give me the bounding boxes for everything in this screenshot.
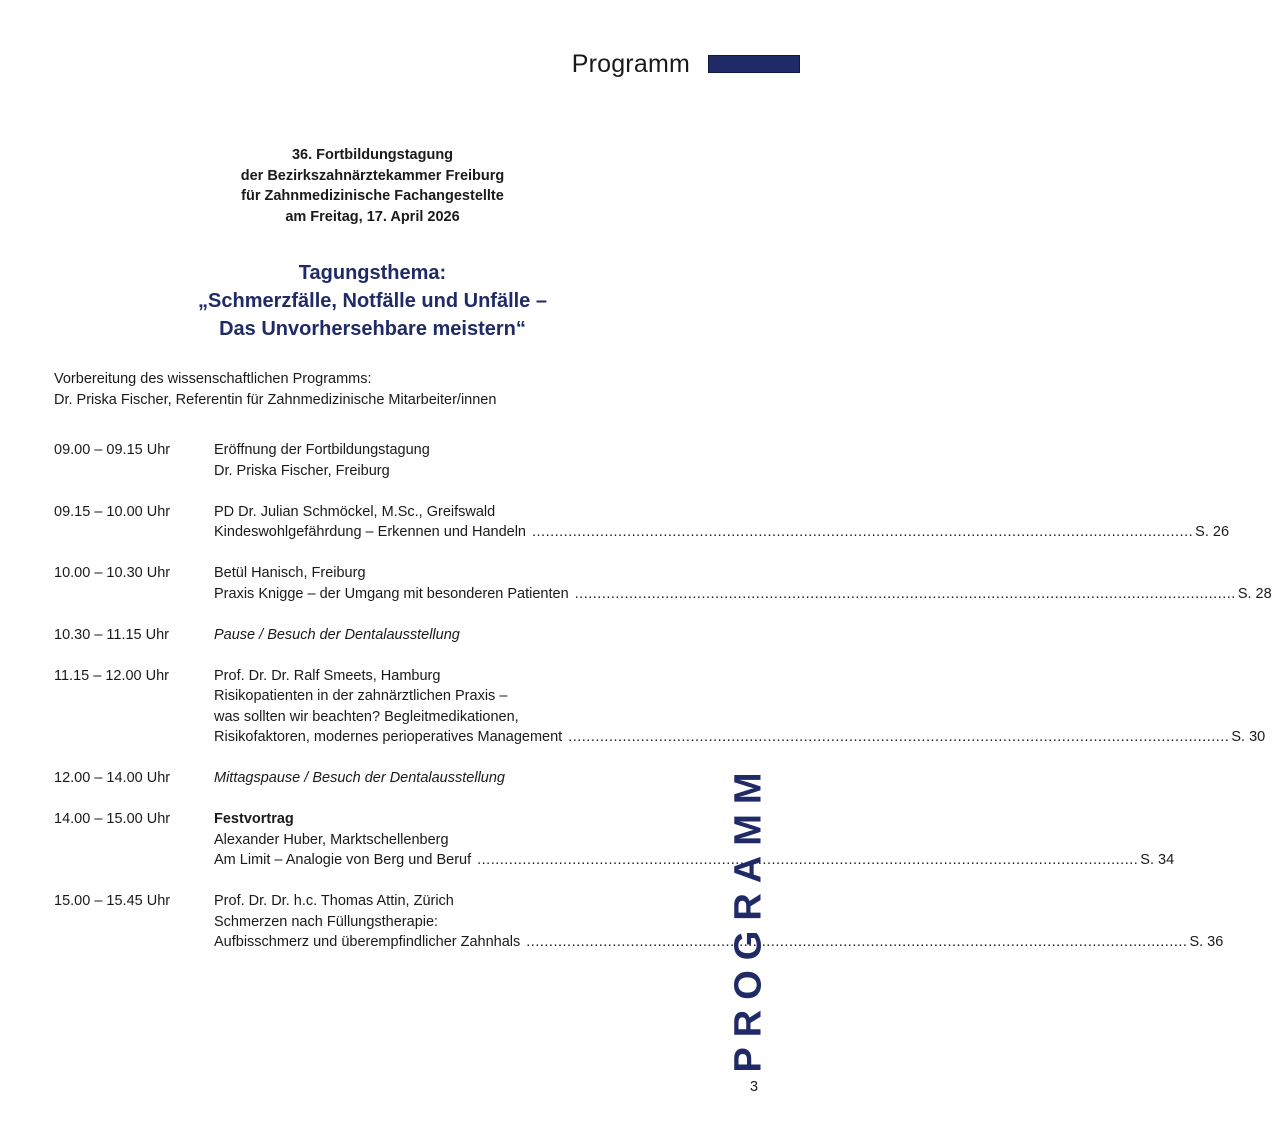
schedule-details (214, 809, 1174, 871)
schedule-talk-title: Praxis Knigge – der Umgang mit besonderen Patienten (214, 585, 569, 602)
schedule-talk-title: Kindeswohlgefährdung – Erkennen und Handeln (214, 524, 526, 540)
schedule-speaker: PD Dr. Julian Schmöckel, M.Sc., Greifswald (214, 503, 496, 520)
preparation-person: Dr. Priska Fischer, Referentin für Zahnmedizinische Mitarbeiter/innen (54, 391, 497, 408)
conference-title-line: 36. Fortbildungstagung (291, 147, 454, 163)
schedule-time: 12.00 – 14.00 Uhr (54, 770, 171, 786)
schedule-entry (54, 563, 1272, 604)
schedule-entry (54, 502, 1230, 543)
schedule-details (214, 440, 694, 481)
conference-info (0, 145, 745, 227)
schedule-time: 10.00 – 10.30 Uhr (54, 565, 171, 581)
theme-label: Tagungsthema: (298, 262, 447, 284)
schedule-speaker: Betül Hanisch, Freiburg (214, 565, 366, 581)
side-section-title-text: PROGRAMM (728, 762, 771, 1073)
schedule-entry (54, 666, 1266, 748)
schedule-title: Eröffnung der Fortbildungstagung (214, 442, 430, 458)
schedule-entry (54, 768, 694, 789)
schedule-speaker: Dr. Priska Fischer, Freiburg (214, 462, 390, 479)
header-accent-bar (708, 55, 800, 73)
schedule-entry (54, 809, 1175, 871)
schedule-talk-title: Schmerzen nach Füllungstherapie: (214, 913, 439, 930)
schedule-entry (54, 440, 694, 481)
schedule-time: 09.00 – 09.15 Uhr (54, 442, 171, 458)
schedule-talk-line (214, 584, 1272, 605)
schedule-speaker: Prof. Dr. Dr. Ralf Smeets, Hamburg (214, 667, 441, 684)
side-section-title (728, 762, 771, 1073)
page-reference: S. 28 (1237, 585, 1272, 602)
schedule-talk-line (214, 727, 1265, 748)
schedule-talk-line (214, 932, 1223, 953)
schedule-details (214, 502, 1229, 543)
schedule-talk-title: was sollten wir beachten? Begleitmedikationen, (214, 708, 519, 725)
schedule-time: 09.15 – 10.00 Uhr (54, 503, 171, 520)
theme-title-line-2: Das Unvorhersehbare meistern“ (219, 318, 526, 340)
schedule-details (214, 891, 1223, 953)
schedule-talk-line (214, 850, 1174, 871)
schedule-speaker: Prof. Dr. Dr. h.c. Thomas Attin, Zürich (214, 893, 454, 909)
schedule-break: Pause / Besuch der Dentalausstellung (214, 626, 460, 643)
schedule-time: 15.00 – 15.45 Uhr (54, 893, 171, 909)
schedule-details (214, 625, 694, 646)
schedule-time: 11.15 – 12.00 Uhr (54, 667, 170, 684)
page-reference: S. 36 (1189, 934, 1224, 950)
dot-leader (477, 850, 1138, 871)
schedule-details (214, 563, 1272, 604)
schedule-talk-title: Risikofaktoren, modernes perioperatives Management (214, 729, 563, 745)
page-reference: S. 26 (1195, 524, 1230, 540)
dot-leader (575, 584, 1236, 605)
schedule-talk-title: Aufbisschmerz und überempfindlicher Zahnhals (214, 934, 521, 950)
schedule-break: Mittagspause / Besuch der Dentalausstellung (214, 770, 505, 786)
header-section-label: Programm (571, 50, 690, 78)
page-number: 3 (750, 1079, 759, 1095)
conference-theme (0, 259, 745, 343)
schedule-entry (54, 891, 1224, 953)
dot-leader (532, 522, 1193, 543)
conference-audience-line: für Zahnmedizinische Fachangestellte (241, 188, 504, 204)
schedule-details (214, 666, 1265, 748)
theme-title-line-1: „Schmerzfälle, Notfälle und Unfälle – (198, 290, 547, 312)
page-reference: S. 34 (1140, 852, 1175, 868)
conference-organizer-line: der Bezirkszahnärztekammer Freiburg (240, 167, 505, 184)
dot-leader (526, 932, 1187, 953)
page-reference: S. 30 (1231, 729, 1266, 745)
schedule-details (214, 768, 694, 789)
schedule-entry (54, 625, 694, 646)
dot-leader (568, 727, 1229, 748)
schedule-talk-title: Am Limit – Analogie von Berg und Beruf (214, 852, 472, 868)
schedule-speaker: Alexander Huber, Marktschellenberg (214, 831, 449, 848)
preparation-label: Vorbereitung des wissenschaftlichen Programms: (54, 371, 372, 387)
schedule-talk-line (214, 522, 1229, 543)
schedule-keynote-label: Festvortrag (214, 811, 294, 827)
schedule-time: 14.00 – 15.00 Uhr (54, 811, 171, 827)
schedule-talk-title: Risikopatienten in der zahnärztlichen Praxis – (214, 688, 508, 704)
conference-date-line: am Freitag, 17. April 2026 (285, 208, 460, 225)
program-preparation (54, 369, 694, 410)
schedule-time: 10.30 – 11.15 Uhr (54, 626, 170, 643)
